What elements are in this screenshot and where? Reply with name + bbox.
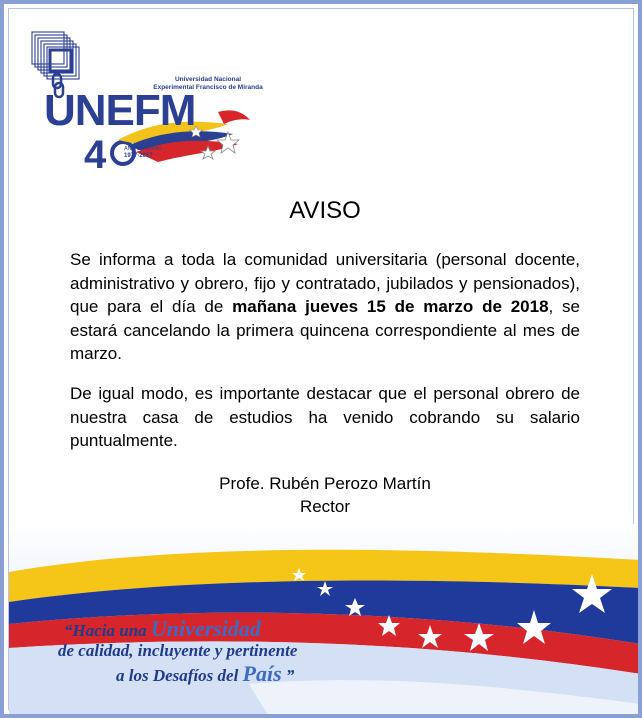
slogan-line-1 [64, 616, 261, 642]
slogan-line3-emphasis: País [242, 661, 282, 686]
university-acronym: UNEFM [44, 86, 196, 135]
slogan-line1-emphasis: Universidad [150, 616, 261, 641]
university-logo [28, 28, 263, 178]
university-name-line2: Experimental Francisco de Miranda [153, 84, 263, 91]
signatory-name: Profe. Rubén Perozo Martín [219, 474, 431, 493]
slogan-line1-text: Hacia una [72, 621, 151, 640]
para1-date-highlight: mañana jueves 15 de marzo de 2018 [232, 297, 549, 316]
slogan-close-quote: ” [281, 666, 295, 685]
slogan-line-2: de calidad, incluyente y pertinente [58, 641, 298, 660]
notice-paragraph-2: De igual modo, es importante destacar que el personal obrero de nuestra casa de estudios ha venido cobrando su salario puntualmente. [70, 384, 580, 450]
slogan-open-quote: “ [64, 621, 73, 640]
slogan-line-3 [116, 661, 294, 687]
notice-paragraph-1 [70, 248, 580, 366]
svg-text:4: 4 [84, 133, 107, 177]
signatory-role: Rector [299, 497, 351, 516]
para1-text-end: , se estará cancelando la primera quincena correspondiente al mes de marzo. [70, 297, 580, 363]
anniversary-label: ANIVERSARIO [124, 146, 162, 152]
anniversary-years: 1977-2017 [124, 153, 153, 159]
university-name-line1: Universidad Nacional [174, 76, 242, 83]
notice-title: AVISO [289, 197, 361, 224]
para1-text-start: Se informa a toda la comunidad universitaria (personal docente, administrativo y obrero, fijo y contratado, jubilados y pensionados), que para el día de [70, 250, 580, 316]
slogan-line3-text: a los Desafíos del [116, 666, 243, 685]
